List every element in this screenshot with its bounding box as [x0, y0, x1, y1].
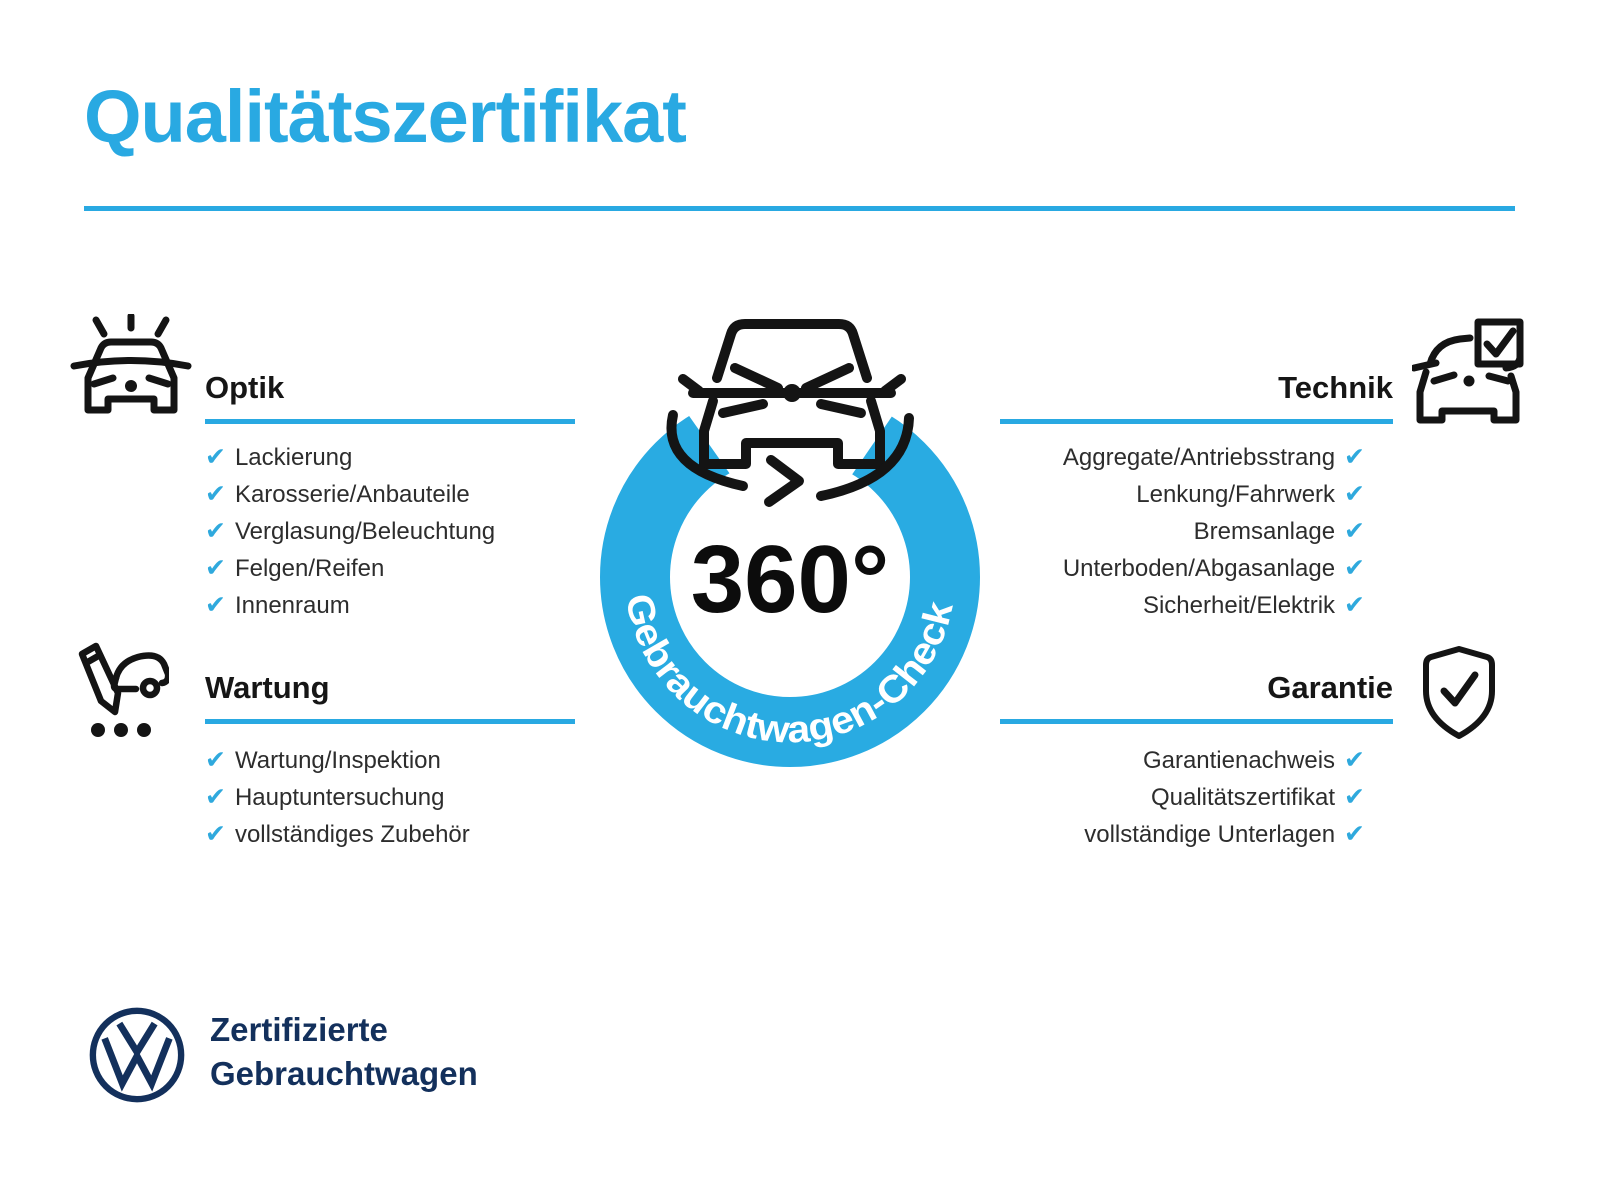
- 360-degree-check-badge: [565, 300, 1015, 780]
- checklist-item: [205, 742, 575, 779]
- section-wartung: [205, 668, 575, 853]
- checklist-item: [1000, 439, 1365, 476]
- footer-wordmark: [210, 1008, 478, 1096]
- check-icon: ✔: [1344, 590, 1365, 619]
- check-icon: ✔: [205, 782, 226, 811]
- checklist-item-label: Verglasung/Beleuchtung: [234, 517, 496, 545]
- check-icon: ✔: [205, 819, 226, 848]
- checklist-optik: [205, 439, 575, 624]
- shield-check-icon: [1414, 644, 1504, 744]
- service-checklist-icon: [74, 640, 169, 740]
- check-icon: ✔: [205, 553, 226, 582]
- checklist-item: [205, 476, 575, 513]
- checklist-item: [1000, 550, 1365, 587]
- checklist-item-label: Lackierung: [234, 443, 353, 471]
- degree-label: 360°: [690, 526, 890, 633]
- checklist-item: [205, 513, 575, 550]
- checklist-item: [205, 550, 575, 587]
- check-icon: ✔: [1344, 442, 1365, 471]
- checklist-item-label: Innenraum: [234, 591, 350, 619]
- checklist-item: [1000, 476, 1365, 513]
- check-icon: ✔: [1344, 479, 1365, 508]
- check-icon: ✔: [1344, 553, 1365, 582]
- section-optik: [205, 368, 575, 624]
- check-icon: ✔: [205, 479, 226, 508]
- section-underline: [1000, 419, 1393, 424]
- check-icon: ✔: [1344, 516, 1365, 545]
- checklist-item-label: Garantienachweis: [1142, 746, 1336, 774]
- check-icon: ✔: [205, 745, 226, 774]
- checklist-item: [205, 816, 575, 853]
- check-icon: ✔: [205, 516, 226, 545]
- footer-line-2: Gebrauchtwagen: [210, 1055, 478, 1092]
- vw-logo: [86, 1004, 188, 1106]
- section-title-optik: Optik: [205, 370, 285, 405]
- check-icon: ✔: [1344, 819, 1365, 848]
- checklist-item: [1000, 742, 1365, 779]
- section-underline: [1000, 719, 1393, 724]
- checklist-item: [1000, 816, 1365, 853]
- checklist-item: [205, 587, 575, 624]
- checklist-item-label: Aggregate/Antriebsstrang: [1062, 443, 1336, 471]
- checklist-item: [205, 779, 575, 816]
- car-checkbox-icon: [1412, 318, 1524, 436]
- checklist-item: [1000, 779, 1365, 816]
- title-divider: [84, 206, 1515, 211]
- check-icon: ✔: [205, 590, 226, 619]
- checklist-item-label: vollständige Unterlagen: [1084, 820, 1336, 848]
- checklist-item-label: Lenkung/Fahrwerk: [1136, 480, 1336, 508]
- checklist-item-label: vollständiges Zubehör: [234, 820, 470, 848]
- checklist-item-label: Karosserie/Anbauteile: [234, 480, 470, 508]
- check-icon: ✔: [205, 442, 226, 471]
- checklist-item: [1000, 513, 1365, 550]
- section-garantie: [1000, 668, 1393, 853]
- section-title-garantie: Garantie: [1267, 670, 1393, 705]
- section-underline: [205, 419, 575, 424]
- check-icon: ✔: [1344, 745, 1365, 774]
- checklist-item-label: Bremsanlage: [1193, 517, 1336, 545]
- checklist-item-label: Felgen/Reifen: [234, 554, 385, 582]
- section-underline: [205, 719, 575, 724]
- checklist-item-label: Wartung/Inspektion: [234, 746, 441, 774]
- ring-label: Gebrauchtwagen-Check: [616, 590, 962, 752]
- checklist-item-label: Unterboden/Abgasanlage: [1062, 554, 1336, 582]
- page-title: Qualitätszertifikat: [84, 75, 686, 158]
- section-technik: [1000, 368, 1393, 624]
- check-icon: ✔: [1344, 782, 1365, 811]
- section-title-wartung: Wartung: [205, 670, 330, 705]
- section-title-technik: Technik: [1278, 370, 1393, 405]
- checklist-item-label: Qualitätszertifikat: [1150, 783, 1336, 811]
- checklist-item: [1000, 587, 1365, 624]
- checklist-garantie: [1000, 742, 1393, 853]
- checklist-wartung: [205, 742, 575, 853]
- checklist-technik: [1000, 439, 1393, 624]
- car-shine-icon: [66, 314, 196, 432]
- checklist-item-label: Sicherheit/Elektrik: [1142, 591, 1336, 619]
- checklist-item: [205, 439, 575, 476]
- footer-line-1: Zertifizierte: [210, 1011, 388, 1048]
- checklist-item-label: Hauptuntersuchung: [234, 783, 445, 811]
